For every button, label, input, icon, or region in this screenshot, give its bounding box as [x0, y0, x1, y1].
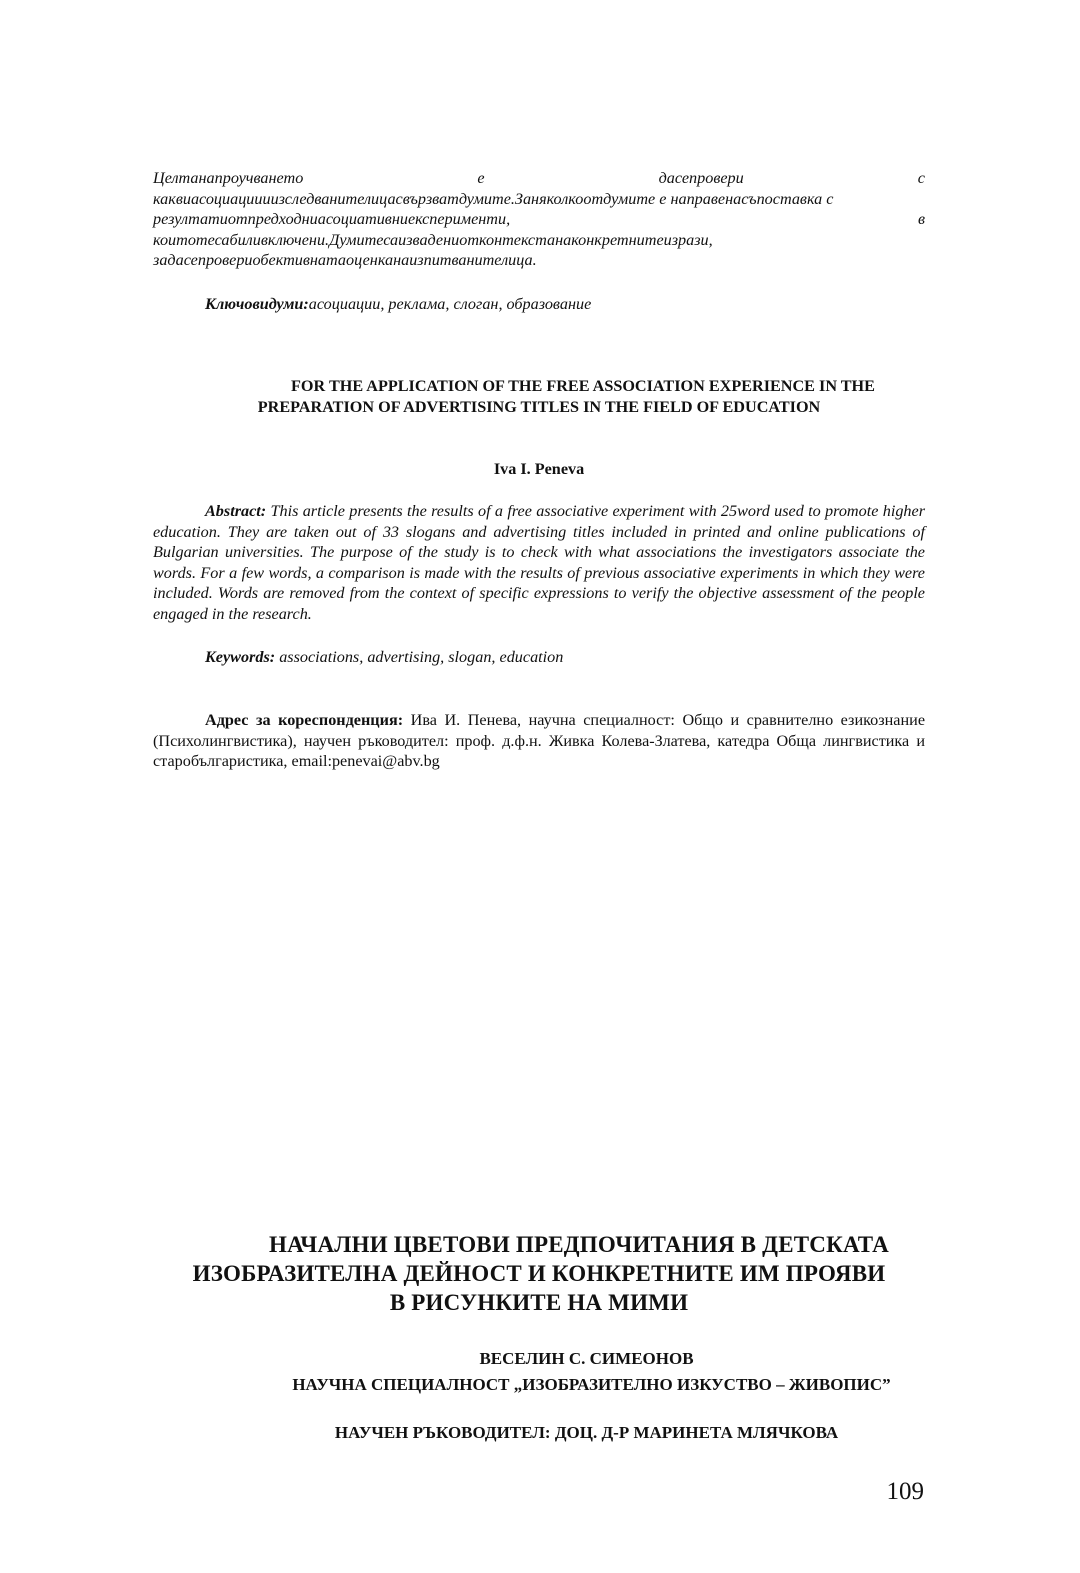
bg-abstract-word: в: [917, 210, 925, 229]
english-title: [153, 376, 925, 418]
bg-keywords-value: асоциации, реклама, слоган, образование: [308, 295, 592, 313]
article-title: [153, 1230, 925, 1317]
bg-abstract-word: Целтанапроучването: [153, 169, 304, 187]
bg-abstract-word: е: [477, 169, 485, 187]
english-abstract: [153, 501, 925, 625]
bg-abstract-word: с: [917, 169, 925, 187]
bg-abstract-line-1: [153, 168, 925, 189]
correspondence-text: Ива И. Пенева, научна специалност: Общо и сравнително езикознание (Психолингвистика), научен ръководител: проф. д.ф.н. Живка Колева-Златева, катедра Обща лингвистика и старобългаристика, email:penevai@abv.bg: [153, 711, 926, 771]
bg-keywords: [153, 294, 977, 315]
bg-abstract-word: дасепровери: [658, 169, 744, 187]
bg-abstract-line-5: задасепровериобективнатаоценканаизпитванителица.: [153, 251, 537, 270]
correspondence-label: Адрес за кореспонденция:: [205, 711, 404, 729]
english-title-line-1: FOR THE APPLICATION OF THE FREE ASSOCIATION EXPERIENCE IN THE: [291, 377, 875, 395]
bg-abstract-word: резултатиотпредходниасоциативниексперименти,: [153, 210, 511, 229]
correspondence-address: [153, 710, 925, 772]
bg-abstract-line-3: [153, 209, 925, 230]
bg-abstract: [153, 168, 925, 271]
keywords-label: Keywords:: [205, 648, 276, 666]
abstract-text: This article presents the results of a free associative experiment with 25word used to promote higher education. They are taken out of 33 slogans and advertising titles included in printed and online publications of Bulgarian universities. The purpose of the study is to check with what associations the investigators associate the words. For a few words, a comparison is made with the results of previous associative experiments in which they were included. Words are removed from the context of specific expressions to verify the objective assessment of the people engaged in the research.: [153, 502, 925, 623]
article-supervisor: НАУЧЕН РЪКОВОДИТЕЛ: ДОЦ. Д-Р МАРИНЕТА МЛЯЧКОВА: [334, 1423, 839, 1442]
abstract-label: Abstract:: [205, 502, 267, 520]
bg-abstract-line-4: коитотесабиливключени.Думитесаизвадениотконтекстанаконкретнитеизрази,: [153, 230, 713, 249]
article-author: ВЕСЕЛИН С. СИМЕОНОВ: [479, 1349, 694, 1368]
bg-keywords-label: Ключовидуми:: [205, 295, 309, 313]
english-title-line-2: PREPARATION OF ADVERTISING TITLES IN THE FIELD OF EDUCATION: [257, 398, 821, 416]
english-author: Iva I. Peneva: [493, 460, 585, 478]
article-specialty: НАУЧНА СПЕЦИАЛНОСТ „ИЗОБРАЗИТЕЛНО ИЗКУСТВО – ЖИВОПИС”: [292, 1375, 891, 1394]
page-number: 109: [886, 1478, 924, 1505]
keywords-value: associations, advertising, slogan, education: [275, 648, 564, 666]
english-keywords: [153, 647, 977, 668]
article-title-line-3: В РИСУНКИТЕ НА МИМИ: [389, 1290, 689, 1315]
article-title-line-1: НАЧАЛНИ ЦВЕТОВИ ПРЕДПОЧИТАНИЯ В ДЕТСКАТА: [269, 1232, 889, 1257]
article-title-line-2: ИЗОБРАЗИТЕЛНА ДЕЙНОСТ И КОНКРЕТНИТЕ ИМ ПРОЯВИ: [192, 1261, 886, 1286]
bg-abstract-line-2: каквиасоциациииизследванителицасвързватдумите.Заняколкоотдумите е направенасъпоставка с: [153, 189, 834, 208]
